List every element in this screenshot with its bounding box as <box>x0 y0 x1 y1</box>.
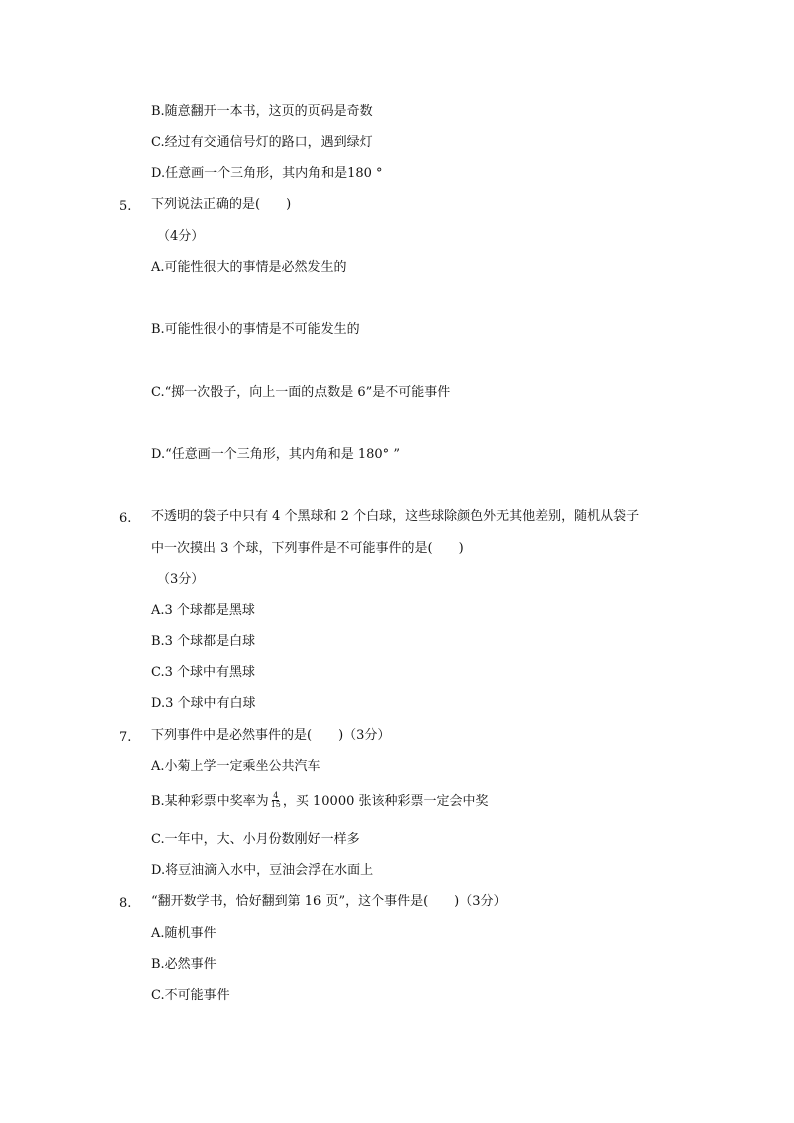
q7-stem: 下列事件中是必然事件的是( )（3分） <box>151 728 391 743</box>
q4-option-c: C.经过有交通信号灯的路口，遇到绿灯 <box>151 135 373 150</box>
q7-option-b-suffix: ，买 10000 张该种彩票一定会中奖 <box>282 794 489 809</box>
q8-number: 8. <box>119 896 132 911</box>
q4-option-d: D.任意画一个三角形，其内角和是180 ° <box>151 166 383 181</box>
q5-option-a: A.可能性很大的事情是必然发生的 <box>151 260 347 275</box>
q5-stem: 下列说法正确的是( ) <box>151 197 292 212</box>
q6-stem-line2: 中一次摸出 3 个球，下列事件是不可能事件的是( ) <box>151 541 464 556</box>
q6-score: （3分） <box>157 572 205 587</box>
q7-number: 7. <box>119 730 132 745</box>
fraction <box>270 792 282 809</box>
q7-option-c: C.一年中，大、小月份数刚好一样多 <box>151 832 360 847</box>
q5-score: （4分） <box>157 229 205 244</box>
q8-option-b: B.必然事件 <box>151 957 217 972</box>
q6-stem-line1: 不透明的袋子中只有 4 个黑球和 2 个白球，这些球除颜色外无其他差别，随机从袋子 <box>151 509 640 524</box>
q5-number: 5. <box>119 199 132 214</box>
q7-option-b-prefix: B.某种彩票中奖率为 <box>151 794 269 809</box>
q7-option-d: D.将豆油滴入水中，豆油会浮在水面上 <box>151 863 374 878</box>
q4-option-b: B.随意翻开一本书，这页的页码是奇数 <box>151 104 373 119</box>
fraction-numerator: 4 <box>273 791 279 800</box>
q6-number: 6. <box>119 511 132 526</box>
q5-option-c: C.“掷一次骰子，向上一面的点数是 6”是不可能事件 <box>151 385 451 400</box>
q6-option-a: A.3 个球都是黑球 <box>151 603 255 618</box>
q5-option-d: D.“任意画一个三角形，其内角和是 180° ” <box>151 447 400 462</box>
q5-option-b: B.可能性很小的事情是不可能发生的 <box>151 322 360 337</box>
q8-stem: “翻开数学书，恰好翻到第 16 页”，这个事件是( )（3分） <box>151 894 507 909</box>
q8-option-c: C.不可能事件 <box>151 988 230 1003</box>
q6-option-b: B.3 个球都是白球 <box>151 634 256 649</box>
q7-option-a: A.小菊上学一定乘坐公共汽车 <box>151 759 321 774</box>
q7-option-b <box>151 793 489 811</box>
q6-option-d: D.3 个球中有白球 <box>151 696 256 711</box>
q6-option-c: C.3 个球中有黑球 <box>151 665 256 680</box>
q8-option-a: A.随机事件 <box>151 926 217 941</box>
fraction-denominator: 15 <box>270 800 281 809</box>
